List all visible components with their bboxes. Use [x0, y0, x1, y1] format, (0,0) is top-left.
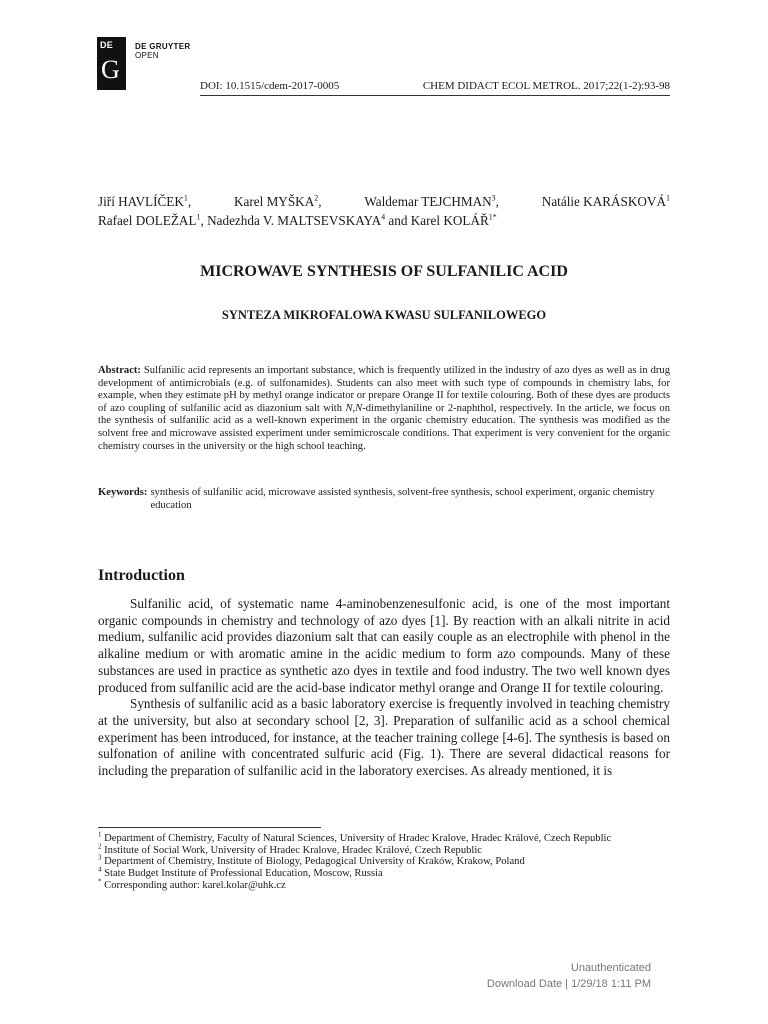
author: Jiří HAVLÍČEK$^1$, — [98, 193, 192, 209]
author-list — [98, 192, 670, 230]
paragraph: Sulfanilic acid, of systematic name 4-aminobenzenesulfonic acid, is one of the most important organic compounds in chemistry and technology of azo dyes [1]. By reaction with an alkali nitrite in acid medium, sulfanilic acid provides diazonium salt that can easily couple as an electrophile with phenol in the alkaline medium or with aromatic amine in the acidic medium to form azo compounds. Many of these substances are used in practice as synthetic azo dyes in textile and food industry. The two well known dyes produced from sulfanilic acid are the acid-base indicator methyl orange and Orange II for textile colouring. — [98, 596, 670, 695]
footnote-divider — [98, 827, 321, 828]
footnote: $^4$ State Budget Institute of Professional Education, Moscow, Russia — [98, 865, 383, 880]
abstract-label: Abstract: — [98, 365, 141, 376]
author: Waldemar TEJCHMAN$^3$, — [364, 193, 499, 209]
logo-top: DE — [100, 40, 114, 50]
abstract — [98, 365, 670, 453]
logo-letter: G — [101, 55, 120, 84]
author: Nadezhda V. MALTSEVSKAYA$^4$ — [207, 212, 386, 228]
auth-status: Unauthenticated — [570, 962, 651, 974]
publisher-sub: OPEN — [135, 51, 159, 60]
paper-subtitle: SYNTEZA MIKROFALOWA KWASU SULFANILOWEGO — [221, 308, 547, 322]
paper-title: MICROWAVE SYNTHESIS OF SULFANILIC ACID — [200, 263, 568, 280]
journal-citation: CHEM DIDACT ECOL METROL. 2017;22(1-2):93-98 — [422, 80, 670, 92]
footnotes — [98, 830, 670, 892]
footnote: $^2$ Institute of Social Work, University of Hradec Kralove, Hradec Králové, Czech Republic — [98, 842, 482, 856]
footnote: $^1$ Department of Chemistry, Faculty of Natural Sciences, University of Hradec Kralove, Hradec Králové, Czech Republic — [98, 830, 612, 844]
paragraph: Synthesis of sulfanilic acid as a basic laboratory exercise is frequently involved in teaching chemistry at the university, but also at secondary school [2, 3]. Preparation of sulfanilic acid as a school chemical experiment has been introduced, for instance, at the teacher training college [4-6]. The synthesis is based on sulfonation of aniline with concentrated sulfuric acid (Fig. 1). There are several didactical reasons for including the preparation of sulfanilic acid in the laboratory exercises. As already mentioned, it is — [98, 696, 670, 779]
abstract-text: Sulfanilic acid represents an important substance, which is frequently utilized in the industry of azo dyes as well as in drug development of antimicrobials (e.g. of sulfonamides). Students can also meet with such type of compounds in chemistry labs, for example, when they estimate pH by methyl orange indicator or prepare Orange II for textile colouring. Both of these dyes are products of azo coupling of sulfanilic acid as diazonium salt with — [98, 365, 670, 414]
author-line-2 — [98, 211, 670, 230]
section-heading: Introduction — [98, 567, 185, 584]
publisher-title: DE GRUYTER — [135, 42, 191, 51]
author-conjunction: and — [388, 213, 408, 228]
keywords — [98, 487, 670, 512]
author: Natálie KARÁSKOVÁ$^1$ — [541, 193, 670, 209]
running-head — [200, 80, 670, 96]
publisher-name — [135, 42, 190, 60]
abstract-italic: N,N — [345, 402, 363, 414]
abstract-text-cont: -dimethylaniline or 2-naphthol, respectively. In the article, we focus on the synthesis of sulfanilic acid as a well-known experiment in the organic chemistry education. The synthesis was modified as the solvent free and microwave assisted experiment under semimicroscale conditions. That experiment is very convenient for the organic chemistry courses in the university or the high school teaching. — [98, 402, 671, 452]
author: Karel MYŠKA$^2$, — [234, 193, 322, 209]
download-date: Download Date | 1/29/18 1:11 PM — [486, 978, 651, 990]
author-line-1 — [98, 192, 670, 211]
publisher-logo — [97, 37, 126, 90]
doi: DOI: 10.1515/cdem-2017-0005 — [200, 80, 340, 92]
author: Rafael DOLEŽAL$^1$, — [98, 212, 204, 228]
footnote: $^3$ Department of Chemistry, Institute of Biology, Pedagogical University of Kraków, Krakow, Poland — [98, 853, 525, 868]
keywords-text: synthesis of sulfanilic acid, microwave assisted synthesis, solvent-free synthesis, school experiment, organic chemistry education — [150, 487, 655, 511]
introduction-body — [98, 596, 670, 780]
author: Karel $KOLÁŘ^{1*}$ — [410, 212, 497, 228]
keywords-label: Keywords: — [98, 487, 148, 498]
download-stamp — [487, 960, 651, 992]
footnote: * Corresponding author: karel.kolar@uhk.cz — [98, 877, 286, 891]
